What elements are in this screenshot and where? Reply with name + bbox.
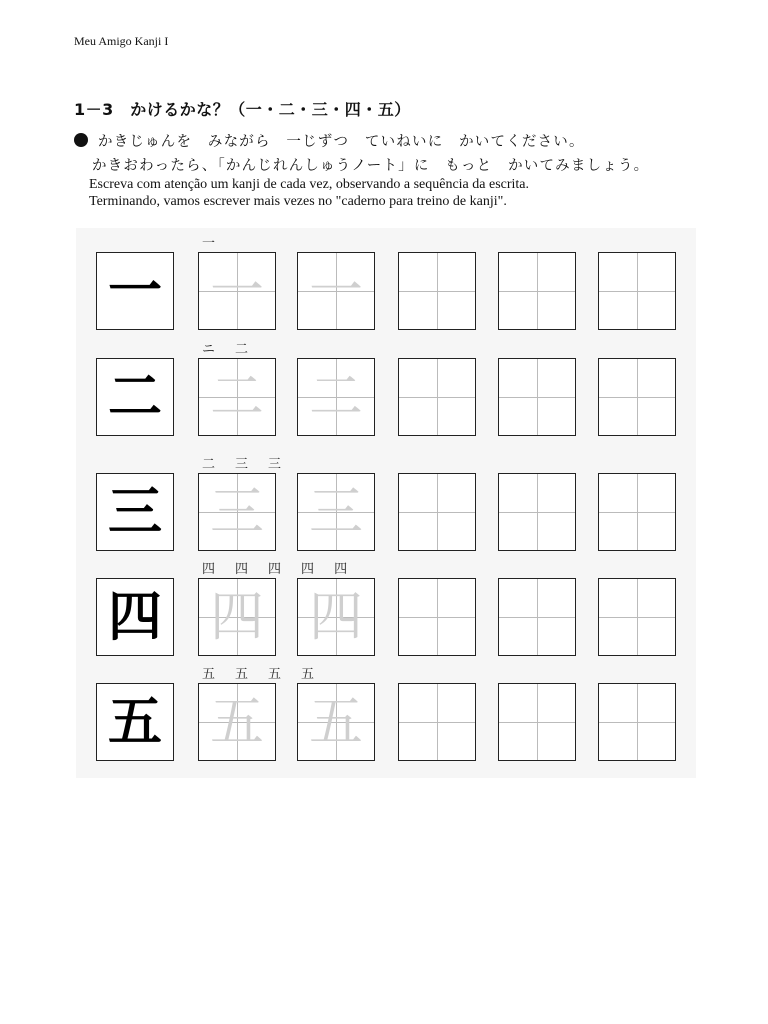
stroke-order-guide [202,453,281,471]
trace-kanji: 四 [309,585,363,648]
blank-practice-box[interactable] [398,473,476,551]
trace-kanji-box [198,252,276,330]
guide-line-horizontal [499,397,575,398]
stroke-order-guide [202,663,314,681]
model-kanji: 五 [108,690,162,753]
model-kanji-box [96,473,174,551]
model-kanji: 四 [108,585,162,648]
instruction-ja-line-1 [74,130,585,151]
guide-line-horizontal [399,397,475,398]
blank-practice-box[interactable] [598,683,676,761]
trace-kanji-box [198,578,276,656]
stroke-order-guide [202,338,248,356]
blank-practice-box[interactable] [498,473,576,551]
stroke-step: 五 [235,667,249,682]
trace-kanji: 一 [309,259,363,322]
stroke-step: 三 [235,457,249,472]
guide-line-horizontal [499,722,575,723]
guide-line-horizontal [499,512,575,513]
stroke-order-guide [202,232,215,250]
stroke-step: 二 [202,457,216,472]
bullet-icon [74,133,88,147]
trace-kanji: 三 [309,480,363,543]
trace-kanji-box [198,358,276,436]
guide-line-horizontal [399,617,475,618]
trace-kanji: 五 [309,690,363,753]
blank-practice-box[interactable] [398,358,476,436]
trace-kanji: 四 [210,585,264,648]
guide-line-horizontal [599,617,675,618]
blank-practice-box[interactable] [498,358,576,436]
stroke-step: 五 [202,667,216,682]
stroke-step: 五 [268,667,282,682]
model-kanji: 三 [108,480,162,543]
stroke-step: 四 [235,562,249,577]
model-kanji: 一 [108,259,162,322]
model-kanji-box [96,683,174,761]
blank-practice-box[interactable] [498,578,576,656]
trace-kanji: 二 [210,365,264,428]
guide-line-horizontal [599,512,675,513]
guide-line-horizontal [499,617,575,618]
blank-practice-box[interactable] [598,578,676,656]
instruction-pt-line-2: Terminando, vamos escrever mais vezes no "caderno para treino de kanji". [89,194,507,209]
practice-sheet [76,228,696,778]
model-kanji-box [96,252,174,330]
trace-kanji: 三 [210,480,264,543]
stroke-step: 一 [202,236,216,251]
stroke-step: 四 [202,562,216,577]
model-kanji-box [96,578,174,656]
blank-practice-box[interactable] [398,252,476,330]
trace-kanji-box [297,473,375,551]
blank-practice-box[interactable] [498,683,576,761]
practice-row [76,457,696,578]
guide-line-horizontal [399,722,475,723]
instruction-ja-line-2: かきおわったら、「かんじれんしゅうノート」に もっと かいてみましょう。 [92,158,650,174]
book-title: Meu Amigo Kanji I [74,34,169,48]
blank-practice-box[interactable] [598,252,676,330]
blank-practice-box[interactable] [398,578,476,656]
stroke-step: 三 [268,457,282,472]
instruction-ja-1-text: かきじゅんを みながら 一じずつ ていねいに かいてください。 [98,134,585,150]
trace-kanji: 二 [309,365,363,428]
guide-line-horizontal [399,512,475,513]
practice-row [76,667,696,788]
blank-practice-box[interactable] [598,473,676,551]
trace-kanji-box [198,683,276,761]
blank-practice-box[interactable] [498,252,576,330]
trace-kanji: 一 [210,259,264,322]
blank-practice-box[interactable] [598,358,676,436]
instruction-pt-line-1: Escreva com atenção um kanji de cada vez, observando a sequência da escrita. [89,177,530,192]
model-kanji: 二 [108,365,162,428]
stroke-order-guide [202,558,347,576]
guide-line-horizontal [399,291,475,292]
trace-kanji-box [297,683,375,761]
trace-kanji-box [198,473,276,551]
stroke-step: 四 [334,562,348,577]
trace-kanji-box [297,358,375,436]
guide-line-horizontal [599,397,675,398]
stroke-step: 五 [301,667,315,682]
stroke-step: 四 [301,562,315,577]
stroke-step: 四 [268,562,282,577]
lesson-title: 1－3 かけるかな？（一・二・三・四・五） [74,100,411,119]
guide-line-horizontal [599,291,675,292]
practice-row [76,342,696,463]
stroke-step: ニ [202,342,216,357]
guide-line-horizontal [599,722,675,723]
stroke-step: 二 [235,342,249,357]
model-kanji-box [96,358,174,436]
practice-row [76,562,696,683]
blank-practice-box[interactable] [398,683,476,761]
trace-kanji-box [297,578,375,656]
trace-kanji: 五 [210,690,264,753]
trace-kanji-box [297,252,375,330]
guide-line-horizontal [499,291,575,292]
practice-row [76,236,696,357]
